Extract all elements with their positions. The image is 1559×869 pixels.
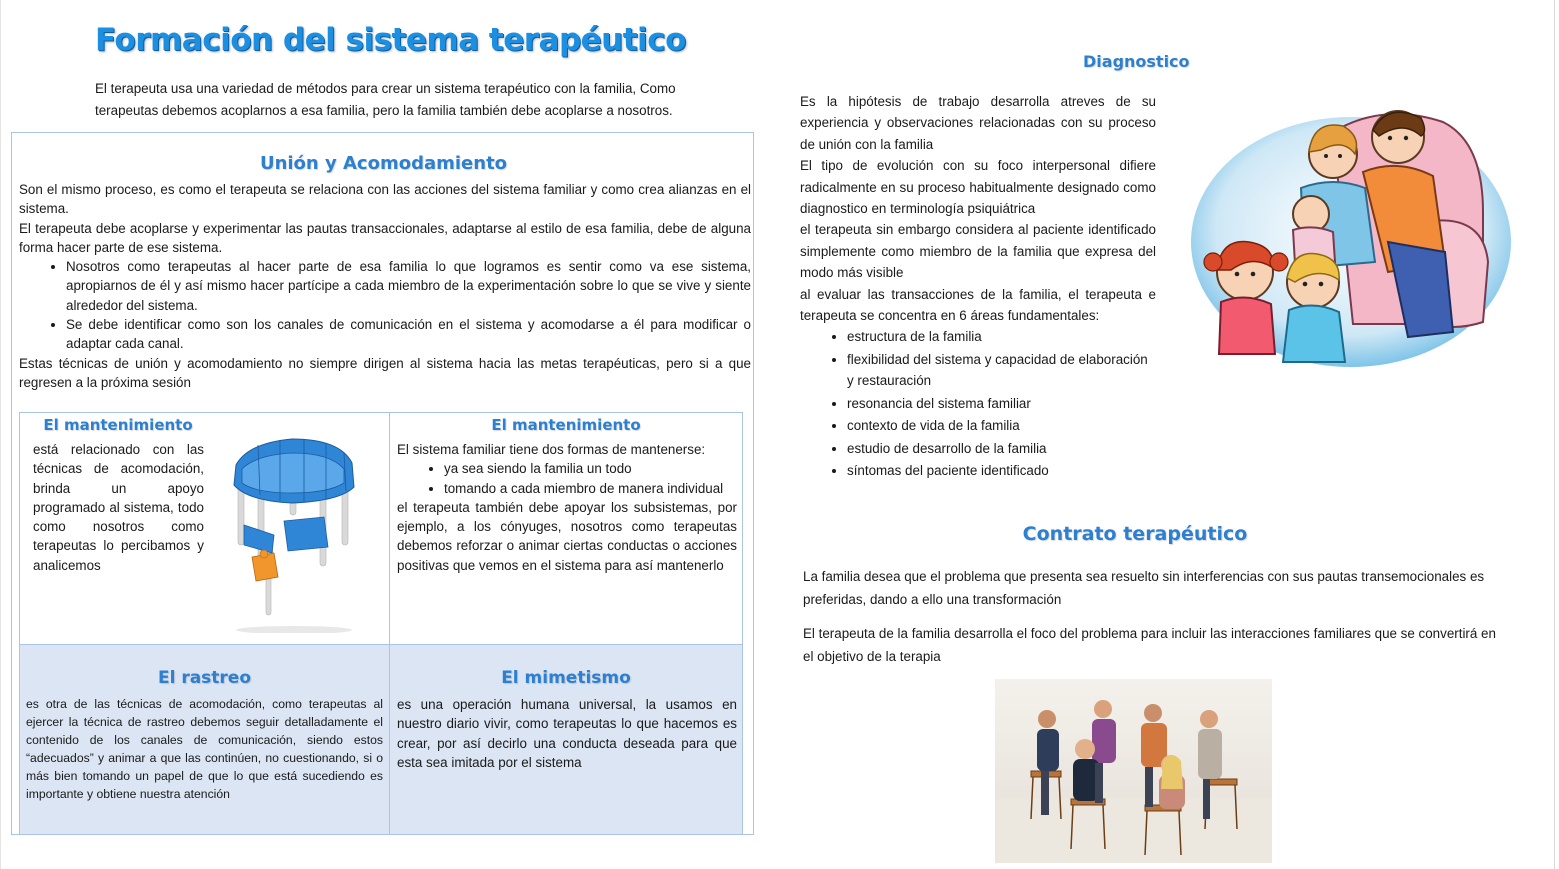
mantenimiento-2-bullet: • tomando a cada miembro de manera individual [444, 479, 737, 498]
diagnostico-paragraph: El tipo de evolución con su foco interpersonal difiere radicalmente en su proceso habitualmente designado como diagnostico en terminología psiquiátrica [800, 158, 1156, 217]
mantenimiento-2-text: el terapeuta también debe apoyar los subsistemas, por ejemplo, a los cónyuges, nosotros como terapeutas debemos reforzar o animar ciertas conductas o acciones positivas que vemos en el sistema para así mantenerlo [397, 499, 737, 573]
page-left-edge [0, 0, 1, 869]
diagnostico-area: • resonancia del sistema familiar [847, 393, 1156, 414]
therapy-group-photo [995, 679, 1272, 863]
cell-mantenimiento-1 [20, 413, 390, 645]
diagnostico-heading: Diagnostico [1083, 52, 1190, 71]
intro-paragraph: El terapeuta usa una variedad de métodos para crear un sistema terapéutico con la familia, Como terapeutas debemos acoplarnos a esa familia, pero la familia también debe acoplarse a nosotros. [95, 81, 676, 118]
rastreo-text: es otra de las técnicas de acomodación, como terapeutas al ejercer la técnica de rastreo debemos seguir detalladamente el contenido de los canales de comunicación, siendo estos “adecuados” y animar a que las continúen, no cuestionando, si o más bien tomando un papel de que lo que está sucediendo es importante y obtiene nuestra atención [26, 697, 383, 801]
cell-rastreo [20, 645, 390, 834]
union-closing: Estas técnicas de unión y acomodamiento no siempre dirigen al sistema hacia las metas terapéuticas, pero si a que regresen a la próxima sesión [19, 355, 751, 390]
diagnostico-area: • estructura de la familia [847, 326, 1156, 347]
union-paragraph: El terapeuta debe acoplarse y experimentar las pautas transaccionales, adaptarse al estilo de esa familia, debe de alguna forma hacer parte de ese sistema. [19, 220, 751, 255]
page-right-edge [1554, 0, 1555, 869]
diagnostico-area: • contexto de vida de la familia [847, 415, 1156, 436]
contrato-paragraph: El terapeuta de la familia desarrolla el foco del problema para incluir las interacciones familiares que se convertirá en el objetivo de la terapia [803, 626, 1496, 664]
diagnostico-area: • flexibilidad del sistema y capacidad de elaboración y restauración [847, 349, 1156, 392]
rastreo-heading: El rastreo [157, 668, 252, 688]
family-cartoon-illustration [1183, 92, 1513, 382]
mantenimiento-1-heading: El mantenimiento [43, 416, 193, 434]
mantenimiento-2-heading: El mantenimiento [491, 416, 641, 434]
contrato-body [803, 565, 1503, 679]
cell-mantenimiento-2 [390, 413, 742, 645]
mantenimiento-2-body [397, 440, 737, 575]
mantenimiento-1-text: está relacionado con las técnicas de acomodación, brinda un apoyo programado al sistema, todo como nosotros como terapeutas lo percibamos y analicemos [33, 442, 204, 573]
diagnostico-paragraph: Es la hipótesis de trabajo desarrolla atreves de su experiencia y observaciones relacionadas con su proceso de unión con la familia [800, 94, 1156, 152]
mantenimiento-2-bullet: • ya sea siendo la familia un todo [444, 459, 737, 478]
diagnostico-paragraph: el terapeuta sin embargo considera al paciente identificado simplemente como miembro de la familia que expresa del modo más visible [800, 222, 1156, 281]
mimetismo-heading: El mimetismo [501, 668, 631, 688]
puzzle-ring-illustration [228, 425, 366, 633]
mimetismo-text: es una operación humana universal, la usamos en nuestro diario vivir, como terapeutas lo que hacemos es crear, por así decirlo una conducta deseada para que esta sea imitada por el sistema [397, 697, 737, 770]
cell-mimetismo [390, 645, 742, 834]
union-bullet: • Nosotros como terapeutas al hacer parte de esa familia lo que logramos es sentir como va ese sistema, apropiarnos de él y así mismo hacer partícipe a cada miembro de la experimentación sobre lo que se vive y siente alrededor del sistema. [66, 257, 751, 315]
union-heading: Unión y Acomodamiento [259, 153, 508, 174]
contrato-paragraph: La familia desea que el problema que presenta sea resuelto sin interferencias con sus pautas transemocionales es preferidas, dando a ello una transformación [803, 569, 1485, 607]
mantenimiento-2-bullets [397, 459, 737, 498]
union-bullet-list [19, 257, 751, 353]
union-paragraph: Son el mismo proceso, es como el terapeuta se relaciona con las acciones del sistema familiar y como crea alianzas en el sistema. [19, 182, 751, 217]
contrato-heading: Contrato terapéutico [1022, 523, 1248, 545]
mantenimiento-2-intro: El sistema familiar tiene dos formas de mantenerse: [397, 442, 706, 457]
diagnostico-area: • síntomas del paciente identificado [847, 460, 1156, 481]
diagnostico-areas-list [800, 326, 1156, 481]
diagnostico-paragraph: al evaluar las transacciones de la familia, el terapeuta e terapeuta se concentra en 6 áreas fundamentales: [800, 286, 1156, 324]
techniques-table [19, 412, 743, 835]
page-title: Formación del sistema terapéutico [95, 22, 686, 58]
diagnostico-area: • estudio de desarrollo de la familia [847, 438, 1156, 459]
union-body [19, 180, 751, 392]
diagnostico-body [800, 91, 1156, 482]
union-bullet: • Se debe identificar como son los canales de comunicación en el sistema y acomodarse a él para modificar o adaptar cada canal. [66, 315, 751, 354]
